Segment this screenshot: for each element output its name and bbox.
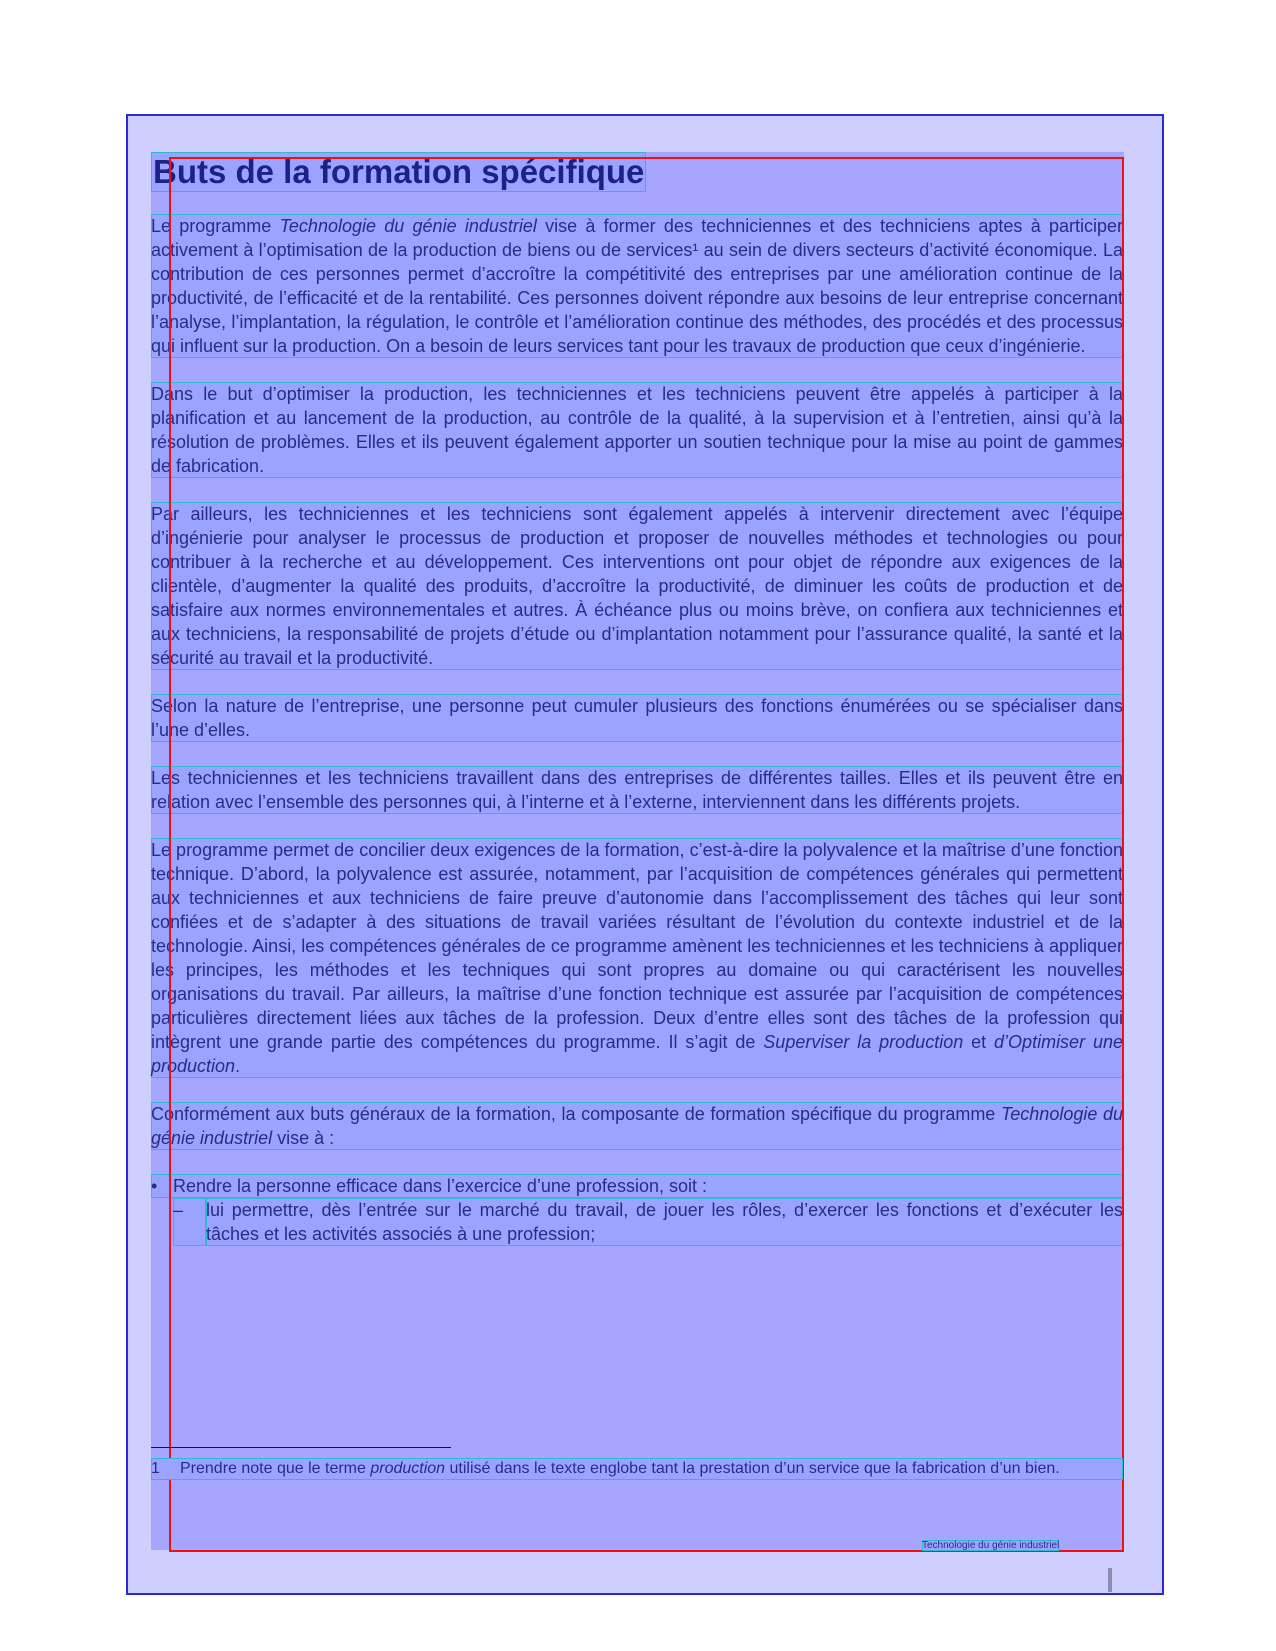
program-name: Technologie du génie industriel [279, 216, 537, 236]
footnote-rule [151, 1447, 451, 1448]
document-body [151, 152, 1123, 1246]
bullet-item [151, 1174, 1123, 1198]
footnote-text [180, 1458, 1060, 1480]
paragraph-3: Par ailleurs, les techniciennes et les techniciens sont également appelés à intervenir directement avec l’équipe d’ingénierie pour analyser le processus de production et proposer de nouvelles méthodes et technologies ou pour contribuer à la recherche et au développement. Ces interventions ont pour objet de répondre aux exigences de la clientèle, d’augmenter la qualité des produits, d’accroître la productivité, de diminuer les coûts de production et de satisfaire aux normes environnementales et autres. À échéance plus ou moins brève, on confiera aux techniciennes et aux techniciens, la responsabilité de projets d’étude ou d’implantation notamment pour l’assurance qualité, la santé et la sécurité au travail et la productivité. [151, 504, 1123, 668]
paragraph-7-after: vise à : [272, 1128, 335, 1148]
paragraph-6 [151, 838, 1123, 1078]
paragraph-6-end: . [235, 1056, 241, 1076]
task-superviser: Superviser la production [763, 1032, 964, 1052]
bullet-text: Rendre la personne efficace dans l’exercice d’une profession, soit : [173, 1176, 707, 1196]
program-name-2: Technologie du génie industriel [151, 1104, 1123, 1148]
page-title: Buts de la formation spécifique [153, 153, 645, 190]
paragraph-6-middle: et [963, 1032, 995, 1052]
running-footer: Technologie du génie industriel [922, 1540, 1060, 1551]
footnote-number: 1 [151, 1460, 160, 1477]
bullet-marker: • [151, 1176, 158, 1196]
dash-marker: – [173, 1198, 206, 1246]
task-optimiser: d’Optimiser une production [151, 1032, 1124, 1076]
paragraph-7 [151, 1102, 1123, 1150]
footnote-before: Prendre note que le terme [180, 1460, 371, 1477]
dash-text: lui permettre, dès l’entrée sur le marché du travail, de jouer les rôles, d’exercer les fonctions et d’exécuter les tâches et les activités associés à une profession; [206, 1200, 1123, 1244]
paragraph-1 [151, 214, 1123, 358]
paragraph-1-before: Le programme [151, 216, 280, 236]
paragraph-5: Les techniciennes et les techniciens travaillent dans des entreprises de différentes tailles. Elles et ils peuvent être en relation avec l’ensemble des personnes qui, à l’interne et à l’externe, interviennent dans les différents projets. [151, 768, 1123, 812]
footer-bar [1108, 1568, 1112, 1592]
footnote [151, 1458, 1123, 1480]
paragraph-6-text: Le programme permet de concilier deux exigences de la formation, c’est-à-dire la polyvalence et la maîtrise d’une fonction technique. D’abord, la polyvalence est assurée, notamment, par l’acquisition de compétences générales qui permettent aux techniciennes et aux techniciens de faire preuve d’autonomie dans l’accomplissement des tâches qui leur sont confiées et de s’adapter à des situations de travail variées résultant de l’évolution du contexte industriel et de la technologie. Ainsi, les compétences générales de ce programme amènent les techniciennes et les techniciens à appliquer les principes, les méthodes et les techniques qui sont propres au domaine ou qui caractérisent les nouvelles organisations du travail. Par ailleurs, la maîtrise d’une fonction technique est assurée par l’acquisition de compétences particulières directement liées aux tâches de la profession. Deux d’entre elles sont des tâches de la profession qui intègrent une grande partie des compétences du programme. Il s’agit de [151, 840, 1123, 1052]
dash-item [151, 1198, 1123, 1246]
footnote-after: utilisé dans le texte englobe tant la prestation d’un service que la fabrication d’un bien. [445, 1460, 1060, 1477]
paragraph-4: Selon la nature de l’entreprise, une personne peut cumuler plusieurs des fonctions énumérées ou se spécialiser dans l’une d’elles. [151, 696, 1123, 740]
paragraph-1-after: vise à former des techniciennes et des techniciens aptes à participer activement à l’optimisation de la production de biens ou de services¹ au sein de divers secteurs d’activité économique. La contribution de ces personnes permet d’accroître la compétitivité des entreprises par une amélioration continue de la productivité, de l’efficacité et de la rentabilité. Ces personnes doivent répondre aux besoins de leur entreprise concernant l’analyse, l’implantation, la régulation, le contrôle et l’amélioration continue des méthodes, des procédés et des processus qui influent sur la production. On a besoin de leurs services tant pour les travaux de production que ceux d’ingénierie. [151, 216, 1123, 356]
paragraph-7-before: Conformément aux buts généraux de la formation, la composante de formation spécifique du programme [151, 1104, 1001, 1124]
paragraph-2: Dans le but d’optimiser la production, les techniciennes et les techniciens peuvent être appelés à participer à la planification et au lancement de la production, au contrôle de la qualité, à la supervision et à l’entretien, ainsi qu’à la résolution de problèmes. Elles et ils peuvent également apporter un soutien technique pour la mise au point de gammes de fabrication. [151, 384, 1123, 476]
footnote-term: production [370, 1460, 446, 1477]
